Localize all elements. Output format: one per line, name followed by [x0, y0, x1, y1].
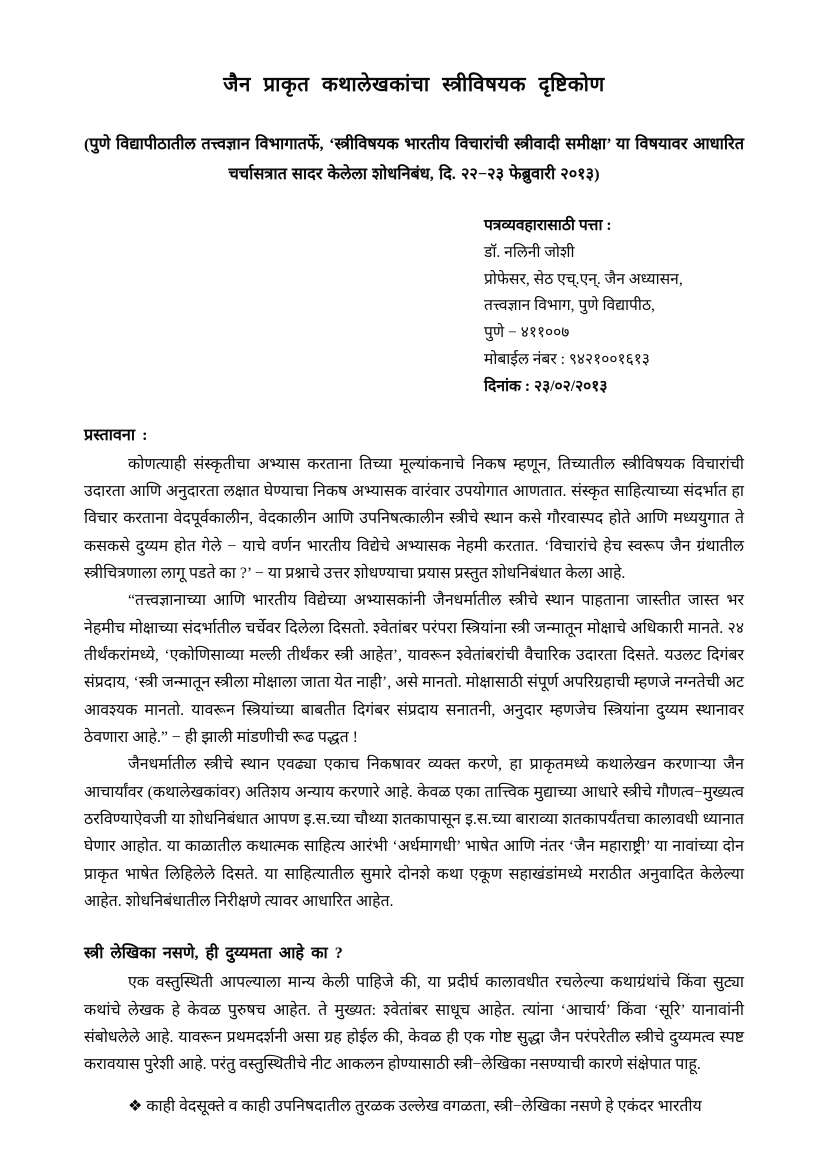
paragraph-stri-lekhika-1: एक वस्तुस्थिती आपल्याला मान्य केली पाहिजे की, या प्रदीर्घ कालावधीत रचलेल्या कथाग्रंथांचे किंवा सुट्या कथांचे लेखक हे केवळ पुरुषच आहेत. ते मुख्यत: श्वेतांबर साधूच आहेत. त्यांना ‘आचार्य’ किंवा ‘सूरि’ यानावांनी संबोधलेले आहे. यावरून प्रथमदर्शनी असा ग्रह होईल की, केवळ ही एक गोष्ट सुद्धा जैन परंपरेतील स्त्रीचे दुय्यमत्व स्पष्ट करावयास पुरेशी आहे. परंतु वस्तुस्थितीचे नीट आकलन होण्यासाठी स्त्री−लेखिका नसण्याची कारणे संक्षेपात पाहू.: [84, 974, 744, 1074]
flower-bullet-icon: ❖: [128, 1097, 143, 1115]
document-subtitle: (पुणे विद्यापीठातील तत्त्वज्ञान विभागातर्फे, ‘स्त्रीविषयक भारतीय विचारांची स्त्रीवादी समीक्षा’ या विषयावर आधारित चर्चासत्रात सादर केलेला शोधनिबंध, दि. २२−२३ फेब्रुवारी २०१३): [84, 133, 744, 183]
footnote-text: काही वेदसूक्ते व काही उपनिषदातील तुरळक उल्लेख वगळता, स्त्री−लेखिका नसणे हे एकंदर भारतीय: [146, 1097, 702, 1115]
section-heading-prastavana: प्रस्तावना :: [84, 425, 148, 444]
paragraph-intro-2: “तत्त्वज्ञानाच्या आणि भारतीय विद्येच्या अभ्यासकांनी जैनधर्मातील स्त्रीचे स्थान पाहताना जास्तीत जास्त भर नेहमीच मोक्षाच्या संदर्भातील चर्चेवर दिलेला दिसतो. श्वेतांबर परंपरा स्त्रियांना स्त्री जन्मातून मोक्षाचे अधिकारी मानते. २४ तीर्थंकरांमध्ये, ‘एकोणिसाव्या मल्ली तीर्थंकर स्त्री आहेत’, यावरून श्वेतांबरांची वैचारिक उदारता दिसते. यउलट दिगंबर संप्रदाय, ‘स्त्री जन्मातून स्त्रीला मोक्षाला जाता येत नाही’, असे मानतो. मोक्षासाठी संपूर्ण अपरिग्रहाची म्हणजे नग्नतेची अट आवश्यक मानतो. यावरून स्त्रियांच्या बाबतीत दिगंबर संप्रदाय सनातनी, अनुदार म्हणजेच स्त्रियांना दुय्यम स्थानावर ठेवणारा आहे.” − ही झाली मांडणीची रूढ पद्धत !: [84, 592, 744, 747]
paragraph-intro-1: कोणत्याही संस्कृतीचा अभ्यास करताना तिच्या मूल्यांकनाचे निकष म्हणून, तिच्यातील स्त्रीविषयक विचारांची उदारता आणि अनुदारता लक्षात घेण्याचा निकष अभ्यासक वारंवार उपयोगात आणतात. संस्कृत साहित्याच्या संदर्भात हा विचार करताना वेदपूर्वकालीन, वेदकालीन आणि उपनिषत्कालीन स्त्रीचे स्थान कसे गौरवास्पद होते आणि मध्ययुगात ते कसकसे दुय्यम होत गेले − याचे वर्णन भारतीय विद्येचे अभ्यासक नेहमी करतात. ‘विचारांचे हेच स्वरूप जैन ग्रंथातील स्त्रीचित्रणाला लागू पडते का ?’ − या प्रश्नाचे उत्तर शोधण्याचा प्रयास प्रस्तुत शोधनिबंधात केला आहे.: [84, 455, 744, 582]
footnote-line: [84, 1079, 744, 1120]
section-heading-stri-lekhika: स्त्री लेखिका नसणे, ही दुय्यमता आहे का ?: [84, 944, 343, 963]
address-line-designation: प्रोफेसर, सेठ एच्.एन्. जैन अध्यासन,: [484, 270, 683, 288]
address-line-department: तत्त्वज्ञान विभाग, पुणे विद्यापीठ,: [484, 297, 655, 315]
page-title: जैन प्राकृत कथालेखकांचा स्त्रीविषयक दृष्टिकोण: [223, 74, 605, 96]
address-heading: पत्रव्यवहारासाठी पत्ता :: [484, 216, 612, 234]
address-line-mobile: मोबाईल नंबर : ९४२१००१६१३: [484, 350, 650, 368]
address-line-date: दिनांक : २३/०२/२०१३: [484, 377, 608, 395]
correspondence-address-block: [84, 189, 744, 401]
address-line-name: डॉ. नलिनी जोशी: [484, 243, 575, 261]
paragraph-intro-3: जैनधर्मातील स्त्रीचे स्थान एवढ्या एकाच निकषावर व्यक्त करणे, हा प्राकृतमध्ये कथालेखन करणाऱ्या जैन आचार्यांवर (कथालेखकांवर) अतिशय अन्याय करणारे आहे. केवळ एका तात्त्विक मुद्याच्या आधारे स्त्रीचे गौणत्व−मुख्यत्व ठरविण्याऐवजी या शोधनिबंधात आपण इ.स.च्या चौथ्या शतकापासून इ.स.च्या बाराव्या शतकापर्यंतचा कालावधी ध्यानात घेणार आहोत. या काळातील कथात्मक साहित्य आरंभी ‘अर्धमागधी’ भाषेत आणि नंतर ‘जैन महाराष्ट्री’ या नावांच्या दोन प्राकृत भाषेत लिहिलेले दिसते. या साहित्यातील सुमारे दोनशे कथा एकूण सहाखंडांमध्ये मराठीत अनुवादित केलेल्या आहेत. शोधनिबंधातील निरीक्षणे त्यावर आधारित आहेत.: [84, 756, 744, 911]
address-line-city-pin: पुणे − ४११००७: [484, 324, 570, 342]
